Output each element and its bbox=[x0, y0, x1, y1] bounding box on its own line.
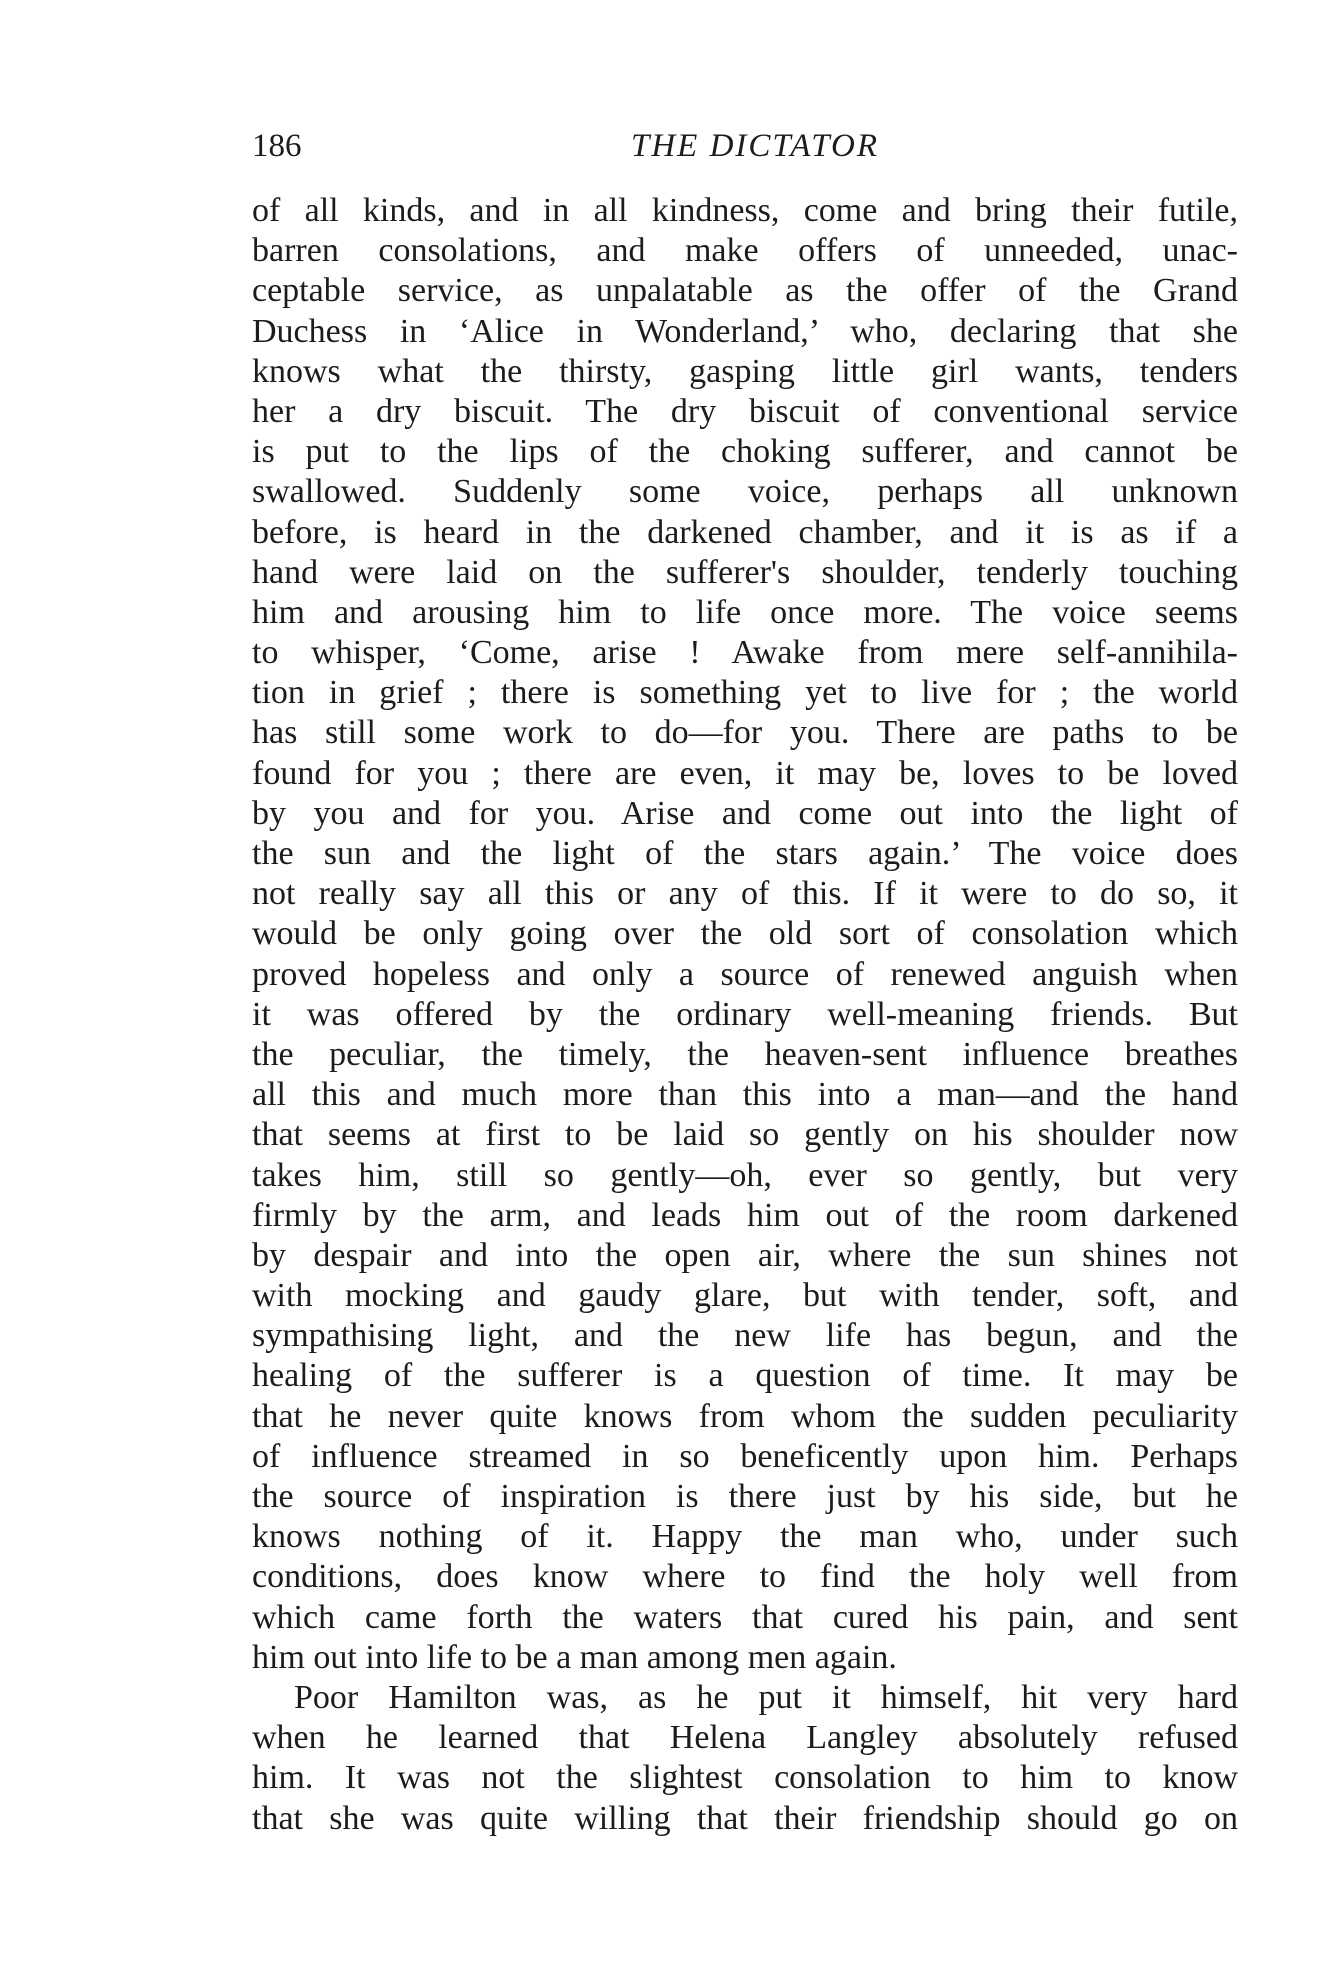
text-line: knows what the thirsty, gasping little girl wants, tenders bbox=[252, 352, 1238, 390]
text-line: conditions, does know where to find the holy well from bbox=[252, 1558, 1238, 1596]
text-line: with mocking and gaudy glare, but with tender, soft, and bbox=[252, 1277, 1238, 1315]
text-line: of influence streamed in so beneficently upon him. Perhaps bbox=[252, 1437, 1238, 1475]
running-title: THE DICTATOR bbox=[630, 128, 879, 164]
text-line: the source of inspiration is there just by his side, but he bbox=[252, 1478, 1238, 1515]
paragraph-end-line: him out into life to be a man among men again. bbox=[252, 1638, 897, 1676]
text-line: knows nothing of it. Happy the man who, under such bbox=[252, 1518, 1238, 1556]
text-line: Duchess in ‘Alice in Wonderland,’ who, declaring that she bbox=[252, 312, 1238, 350]
text-line: that seems at first to be laid so gently on his shoulder now bbox=[252, 1116, 1238, 1154]
text-line: him. It was not the slightest consolation to him to know bbox=[252, 1759, 1238, 1797]
paragraph-start-line: Poor Hamilton was, as he put it himself, hit very hard bbox=[294, 1678, 1238, 1716]
text-line: before, is heard in the darkened chamber, and it is as if a bbox=[252, 513, 1238, 551]
text-line: by you and for you. Arise and come out into the light of bbox=[252, 794, 1238, 832]
text-line: found for you ; there are even, it may be, loves to be loved bbox=[252, 754, 1238, 792]
text-line: ceptable service, as unpalatable as the offer of the Grand bbox=[252, 272, 1238, 310]
text-line: her a dry biscuit. The dry biscuit of conventional service bbox=[252, 392, 1238, 430]
text-line: is put to the lips of the choking sufferer, and cannot be bbox=[252, 433, 1238, 471]
text-line: all this and much more than this into a man—and the hand bbox=[252, 1076, 1238, 1114]
text-line: him and arousing him to life once more. The voice seems bbox=[252, 593, 1238, 631]
text-line: when he learned that Helena Langley absolutely refused bbox=[252, 1719, 1238, 1757]
text-line: that he never quite knows from whom the sudden peculiarity bbox=[252, 1397, 1238, 1435]
body-text bbox=[252, 191, 1238, 1839]
text-line: proved hopeless and only a source of renewed anguish when bbox=[252, 955, 1238, 993]
text-line: has still some work to do—for you. There are paths to be bbox=[252, 714, 1238, 752]
text-line: that she was quite willing that their friendship should go on bbox=[252, 1799, 1238, 1837]
text-line: not really say all this or any of this. If it were to do so, it bbox=[252, 875, 1238, 913]
text-line: healing of the sufferer is a question of time. It may be bbox=[252, 1357, 1238, 1395]
text-line: the peculiar, the timely, the heaven-sent influence breathes bbox=[252, 1035, 1238, 1073]
text-line: the sun and the light of the stars again.’ The voice does bbox=[252, 835, 1238, 872]
text-line: takes him, still so gently—oh, ever so gently, but very bbox=[252, 1156, 1238, 1194]
text-line: tion in grief ; there is something yet to live for ; the world bbox=[252, 674, 1238, 712]
text-line: to whisper, ‘Come, arise ! Awake from mere self-annihila- bbox=[252, 634, 1238, 672]
text-line: which came forth the waters that cured his pain, and sent bbox=[252, 1598, 1238, 1636]
page-header bbox=[252, 128, 1238, 176]
text-line: of all kinds, and in all kindness, come and bring their futile, bbox=[252, 192, 1238, 229]
text-line: firmly by the arm, and leads him out of the room darkened bbox=[252, 1196, 1238, 1234]
text-line: would be only going over the old sort of consolation which bbox=[252, 915, 1238, 953]
text-line: it was offered by the ordinary well-meaning friends. But bbox=[252, 995, 1238, 1033]
text-line: hand were laid on the sufferer's shoulder, tenderly touching bbox=[252, 553, 1238, 591]
text-line: barren consolations, and make offers of unneeded, unac- bbox=[252, 232, 1238, 270]
text-line: sympathising light, and the new life has begun, and the bbox=[252, 1317, 1238, 1355]
text-line: swallowed. Suddenly some voice, perhaps all unknown bbox=[252, 473, 1238, 511]
text-line: by despair and into the open air, where the sun shines not bbox=[252, 1236, 1238, 1274]
page-number: 186 bbox=[252, 128, 302, 164]
